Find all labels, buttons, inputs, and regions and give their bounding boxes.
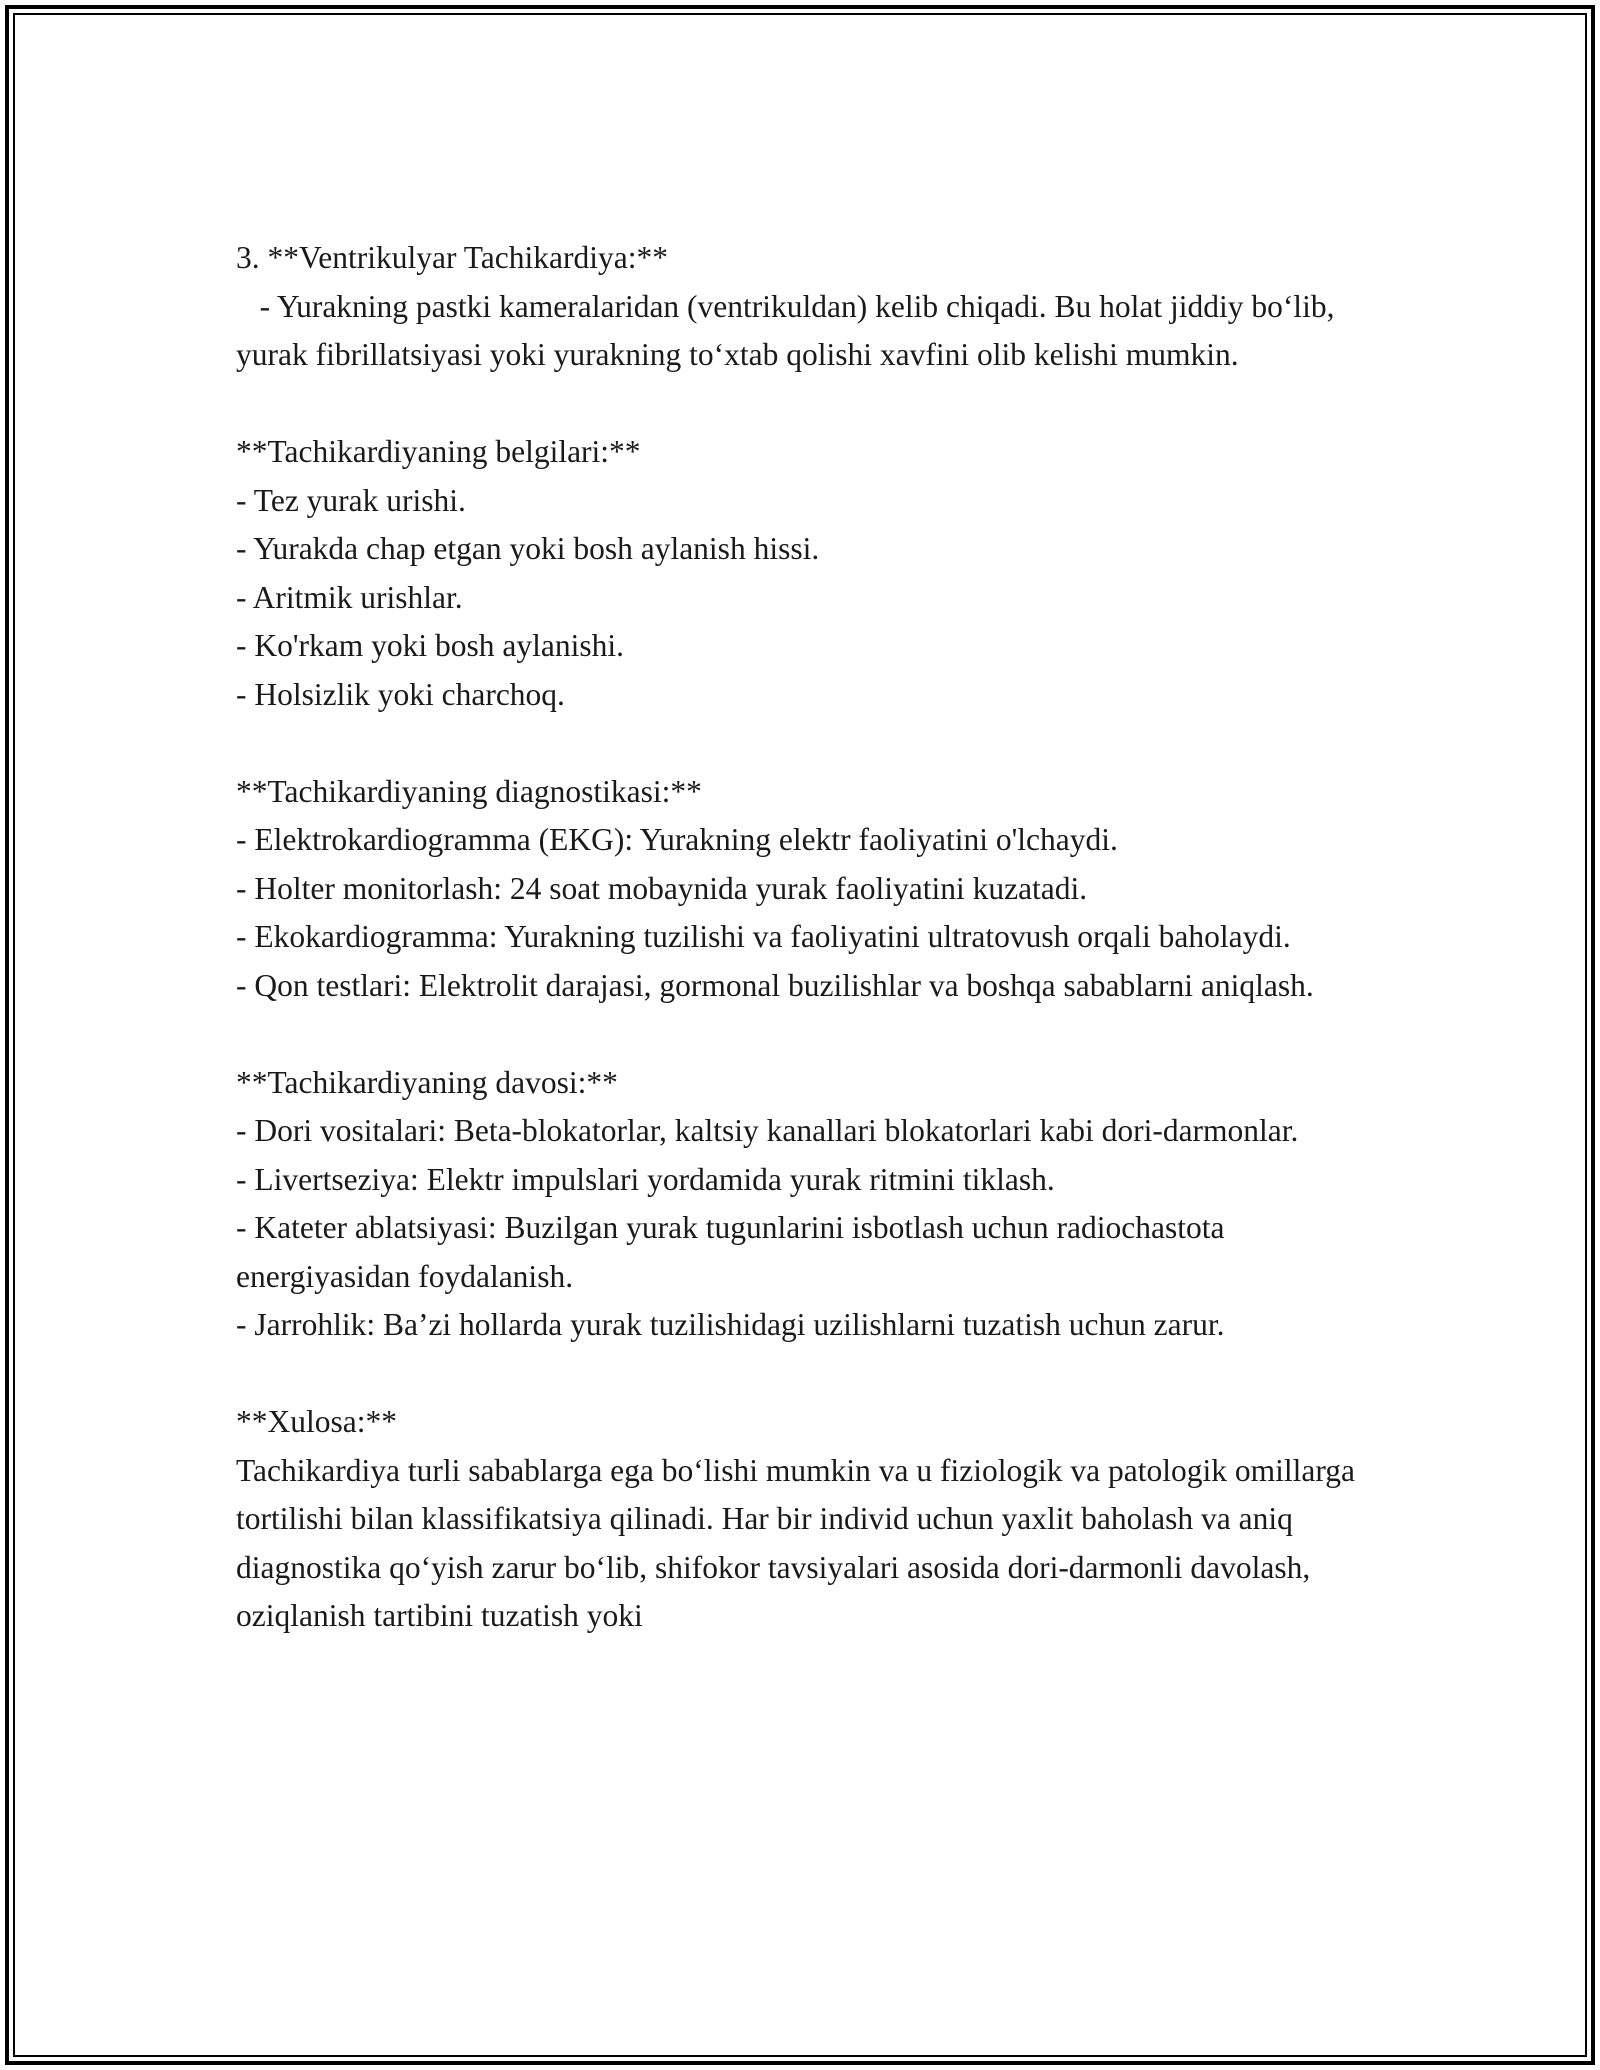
list-item: - Kateter ablatsiyasi: Buzilgan yurak tugunlarini isbotlash uchun radiochastota energiyasidan foydalanish. [236,1210,1233,1294]
list-item: - Jarrohlik: Ba’zi hollarda yurak tuzilishidagi uzilishlarni tuzatish uchun zarur. [236,1307,1225,1342]
list-item: - Aritmik urishlar. [236,579,463,615]
list-item: - Holsizlik yoki charchoq. [236,676,565,712]
list-item: - Dori vositalari: Beta-blokatorlar, kaltsiy kanallari blokatorlari kabi dori-darmonlar. [236,1113,1299,1148]
section-ventricular-tachycardia [236,234,1366,380]
section-heading: **Tachikardiyaning diagnostikasi:** [236,773,702,809]
paragraph: - Yurakning pastki kameralaridan (ventrikuldan) kelib chiqadi. Bu holat jiddiy bo‘lib, yurak fibrillatsiyasi yoki yurakning to‘xtab qolishi xavfini olib kelishi mumkin. [236,288,1343,372]
list-item: - Ko'rkam yoki bosh aylanishi. [236,628,624,663]
paragraph-spacer [236,719,1366,768]
section-treatment [236,1059,1366,1350]
document-body [236,234,1366,1641]
list-item: - Ekokardiogramma: Yurakning tuzilishi va faoliyatini ultratovush orqali baholaydi. [236,919,1291,954]
list-item: - Qon testlari: Elektrolit darajasi, gormonal buzilishlar va boshqa sabablarni aniqlash. [236,967,1314,1003]
section-diagnostics [236,768,1366,1011]
section-heading: **Xulosa:** [236,1404,397,1439]
section-conclusion [236,1398,1366,1641]
list-item: - Livertseziya: Elektr impulslari yordamida yurak ritmini tiklash. [236,1161,1055,1197]
list-item: - Holter monitorlash: 24 soat mobaynida yurak faoliyatini kuzatadi. [236,870,1088,906]
list-item: - Yurakda chap etgan yoki bosh aylanish hissi. [236,531,820,566]
list-item-heading: 3. **Ventrikulyar Tachikardiya:** [236,240,668,275]
section-heading: **Tachikardiyaning belgilari:** [236,434,641,469]
paragraph-spacer [236,380,1366,429]
section-heading: **Tachikardiyaning davosi:** [236,1064,618,1100]
paragraph: Tachikardiya turli sabablarga ega bo‘lishi mumkin va u fiziologik va patologik omillarga tortilishi bilan klassifikatsiya qilinadi. Har bir individ uchun yaxlit baholash va aniq diagnostika qo‘yish zarur bo‘lib, shifokor tavsiyalari asosida dori-darmonli davolash, oziqlanish tartibini tuzatish yoki [236,1452,1363,1633]
paragraph-spacer [236,1350,1366,1399]
list-item: - Tez yurak urishi. [236,482,466,518]
paragraph-spacer [236,1010,1366,1059]
section-symptoms [236,428,1366,719]
list-item: - Elektrokardiogramma (EKG): Yurakning elektr faoliyatini o'lchaydi. [236,822,1118,857]
